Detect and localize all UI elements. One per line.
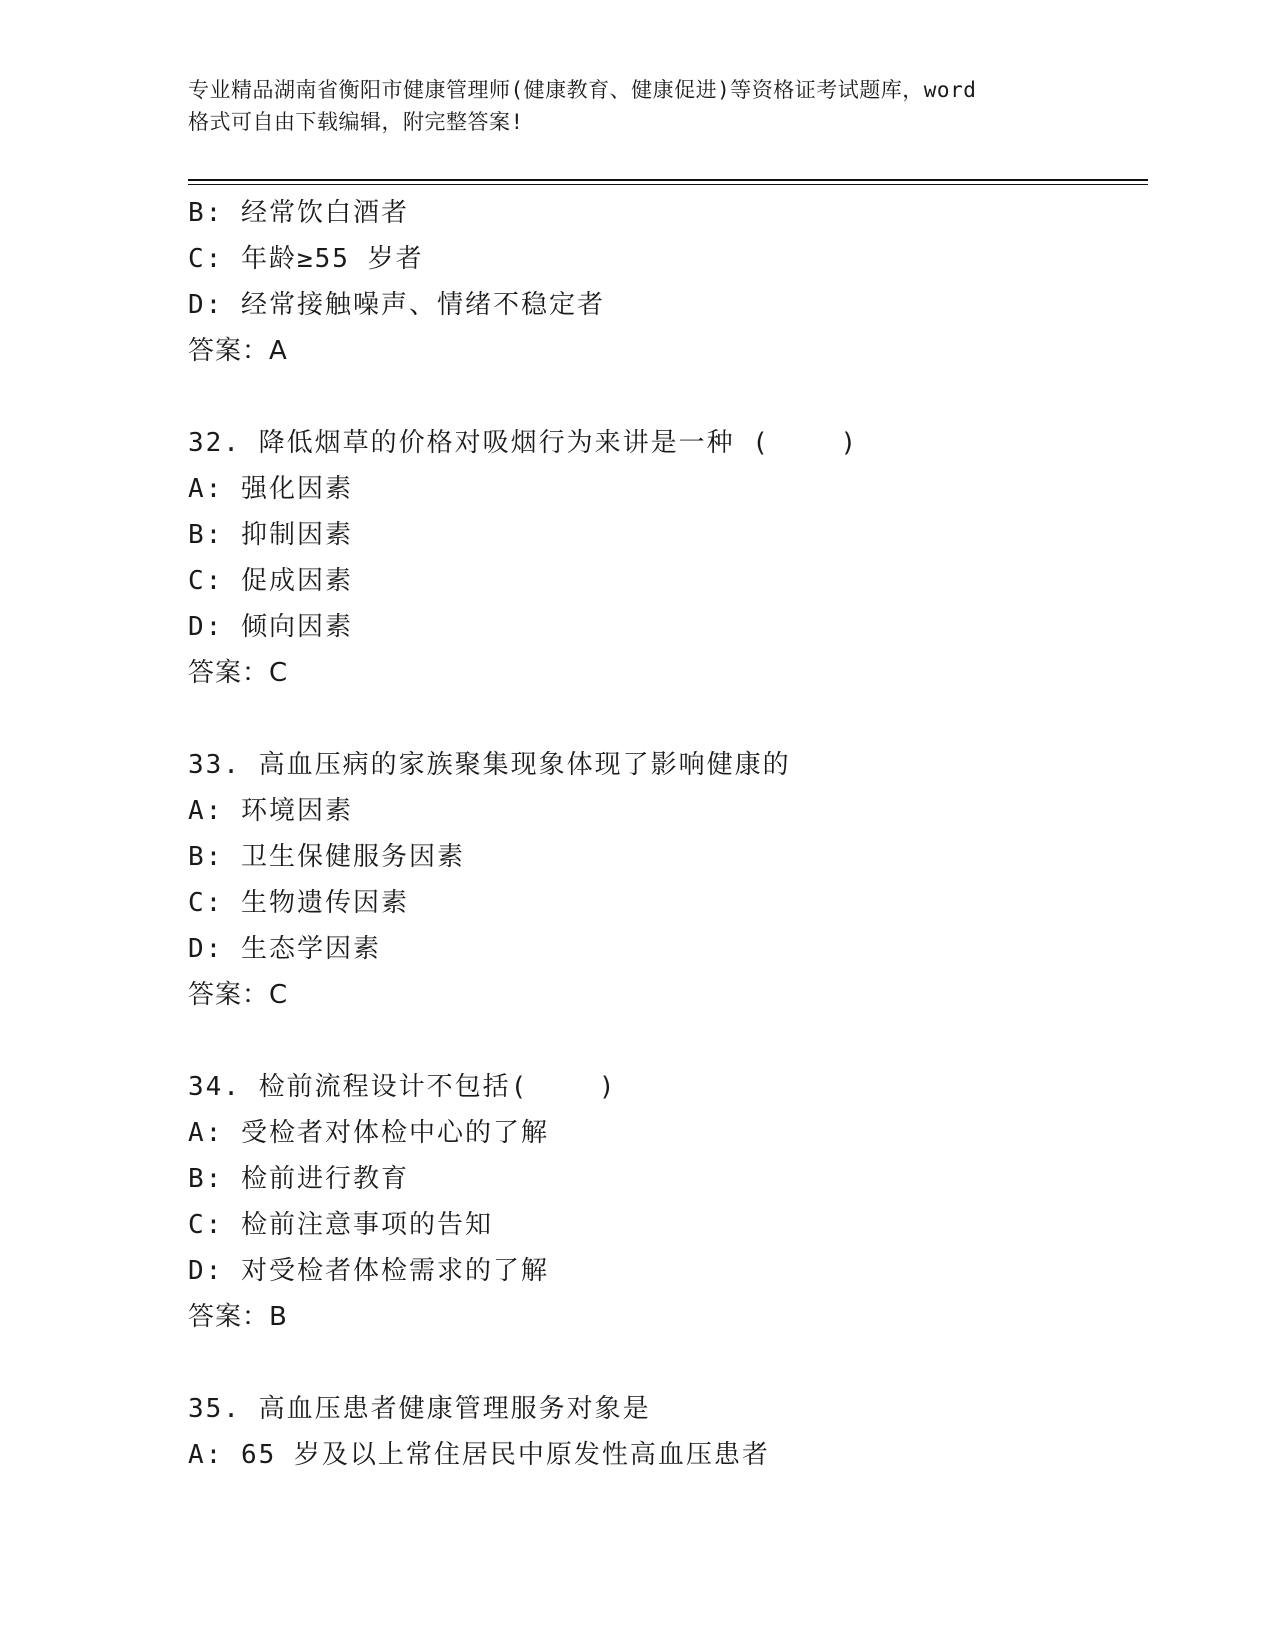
header-line-1: 专业精品湖南省衡阳市健康管理师(健康教育、健康促进)等资格证考试题库，word bbox=[188, 78, 977, 102]
question-stem: 33. 高血压病的家族聚集现象体现了影响健康的 bbox=[188, 750, 791, 780]
option-d: D: 倾向因素 bbox=[188, 612, 353, 642]
spacer bbox=[188, 374, 1148, 420]
option-d: D: 经常接触噪声、情绪不稳定者 bbox=[188, 290, 605, 320]
question-block-32 bbox=[188, 420, 1148, 696]
spacer bbox=[188, 696, 1148, 742]
option-d: D: 生态学因素 bbox=[188, 934, 381, 964]
answer-line: 答案：A bbox=[188, 336, 288, 366]
answer-line: 答案：C bbox=[188, 658, 289, 688]
option-c: C: 年龄≥55 岁者 bbox=[188, 244, 424, 274]
option-d: D: 对受检者体检需求的了解 bbox=[188, 1256, 549, 1286]
option-c: C: 检前注意事项的告知 bbox=[188, 1210, 493, 1240]
option-a: A: 环境因素 bbox=[188, 796, 353, 826]
option-b: B: 检前进行教育 bbox=[188, 1164, 409, 1194]
spacer bbox=[188, 1018, 1148, 1064]
answer-line: 答案：B bbox=[188, 1302, 288, 1332]
question-block-prev bbox=[188, 190, 1148, 374]
header-divider-thin bbox=[188, 184, 1148, 185]
question-block-33 bbox=[188, 742, 1148, 1018]
header-divider-thick bbox=[188, 179, 1148, 181]
option-b: B: 卫生保健服务因素 bbox=[188, 842, 465, 872]
question-list bbox=[188, 190, 1148, 1478]
question-block-34 bbox=[188, 1064, 1148, 1340]
spacer bbox=[188, 1340, 1148, 1386]
question-stem: 34. 检前流程设计不包括( ) bbox=[188, 1072, 617, 1102]
option-c: C: 生物遗传因素 bbox=[188, 888, 409, 918]
option-a: A: 强化因素 bbox=[188, 474, 353, 504]
option-b: B: 抑制因素 bbox=[188, 520, 353, 550]
question-block-35 bbox=[188, 1386, 1148, 1478]
question-stem: 35. 高血压患者健康管理服务对象是 bbox=[188, 1394, 651, 1424]
option-c: C: 促成因素 bbox=[188, 566, 353, 596]
answer-line: 答案：C bbox=[188, 980, 289, 1010]
document-header bbox=[188, 74, 1088, 138]
header-line-2: 格式可自由下载编辑，附完整答案! bbox=[188, 110, 524, 134]
question-stem: 32. 降低烟草的价格对吸烟行为来讲是一种 ( ) bbox=[188, 428, 859, 458]
option-a: A: 65 岁及以上常住居民中原发性高血压患者 bbox=[188, 1440, 770, 1470]
option-a: A: 受检者对体检中心的了解 bbox=[188, 1118, 549, 1148]
option-b: B: 经常饮白酒者 bbox=[188, 198, 409, 228]
